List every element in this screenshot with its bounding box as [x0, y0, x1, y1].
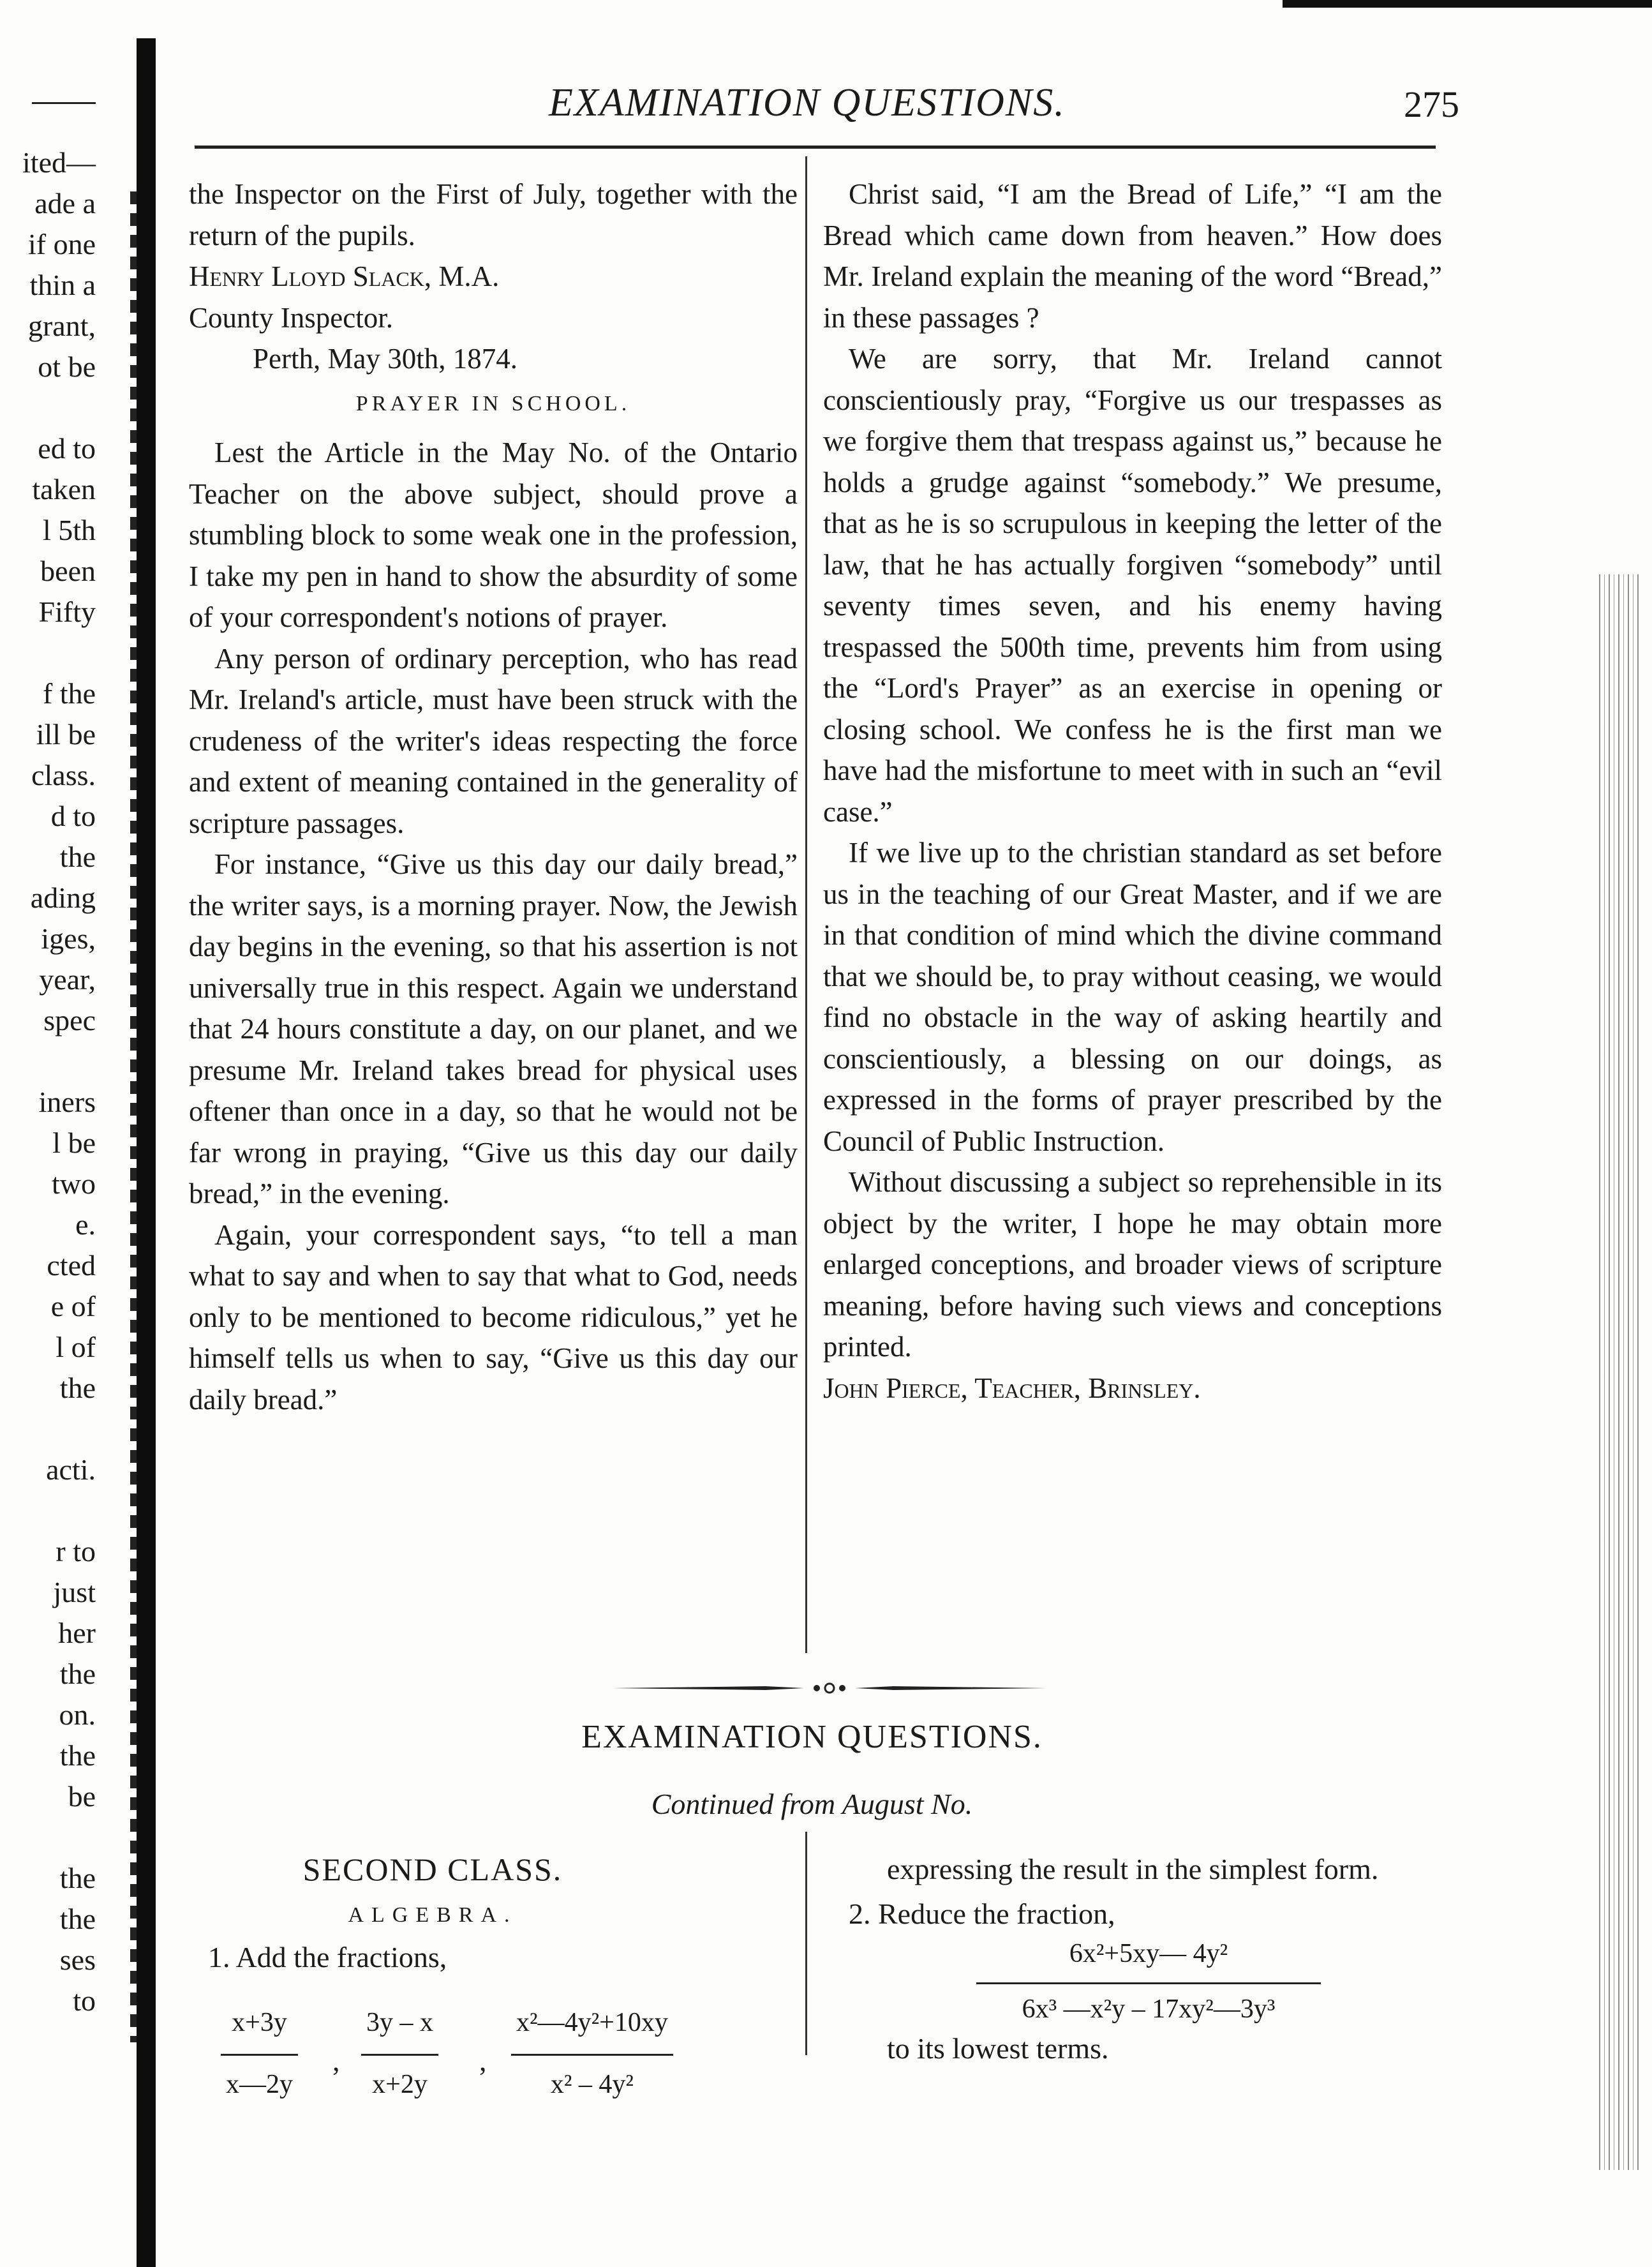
margin-fragment: iners	[38, 1086, 96, 1118]
margin-fragment: to	[73, 1984, 96, 2017]
header-rule	[195, 146, 1436, 149]
column-divider	[805, 1832, 807, 2055]
margin-fragment: if one	[27, 228, 96, 260]
paragraph: We are sorry, that Mr. Ireland cannot conscientiously pray, “Forgive us our trespasses as we forgive them that trespass against us,” because he holds a grudge against “somebody.” We presume, that as he is so scrupulous in keeping the letter of the law, that he has actually forgiven “somebody” until seventy times seven, and his enemy having trespassed the 500th time, prevents him from using the “Lord's Prayer” as an exercise in opening or closing school. We confess he is the first man we have had the misfortune to meet with in such an “evil case.”	[823, 343, 1442, 828]
page-header	[191, 74, 1468, 131]
margin-fragment: two	[52, 1167, 96, 1200]
margin-fragment: spec	[43, 1004, 96, 1036]
fraction-reduce	[976, 1934, 1321, 2029]
section-subtitle: Continued from August No.	[651, 1788, 973, 1820]
margin-fragment: ses	[59, 1943, 96, 1976]
margin-fragment: acti.	[46, 1453, 96, 1486]
right-column	[823, 174, 1442, 1409]
margin-fragment: cted	[47, 1249, 96, 1282]
subject-heading: ALGEBRA.	[348, 1903, 517, 1927]
margin-fragment: e.	[75, 1208, 96, 1241]
fraction-bar	[221, 2054, 298, 2056]
denominator: x—2y	[226, 2070, 293, 2099]
page-edge-shadow	[1595, 574, 1640, 2170]
denominator: x² – 4y²	[550, 2070, 634, 2099]
margin-fragment: her	[58, 1617, 96, 1649]
fraction-3	[511, 2003, 673, 2104]
margin-fragment: l 5th	[42, 514, 96, 546]
margin-rule	[32, 102, 96, 104]
margin-fragment	[0, 1041, 96, 1082]
margin-fragment: the	[59, 1372, 96, 1404]
paragraph: Again, your correspondent says, “to tell a man what to say and when to say that what to God, needs only to be mentioned to become ridiculous,” yet he himself tells us when to say, “Give us this day our daily bread.”	[189, 1218, 798, 1416]
denominator: 6x³ —x²y – 17xy²—3y³	[1022, 1994, 1276, 2024]
numerator: x²—4y²+10xy	[516, 2008, 668, 2037]
previous-page-fragments	[0, 102, 96, 2021]
fraction-bar	[976, 1982, 1321, 1984]
margin-fragment: ed to	[38, 432, 96, 465]
margin-fragment: the	[59, 1739, 96, 1772]
question-1-continued: expressing the result in the simplest form.	[887, 1853, 1379, 1885]
margin-fragment: the	[59, 841, 96, 873]
margin-fragment	[0, 1409, 96, 1449]
left-column	[189, 174, 798, 1420]
margin-fragment: thin a	[29, 269, 96, 301]
paragraph: Any person of ordinary perception, who has read Mr. Ireland's article, must have been struck with the crudeness of the writer's ideas respecting the force and extent of meaning contained in the generality of scripture passages.	[189, 642, 798, 839]
margin-fragment: taken	[32, 473, 96, 505]
place-date: Perth, May 30th, 1874.	[253, 343, 517, 375]
section-title: EXAMINATION QUESTIONS.	[581, 1719, 1043, 1755]
page-number: 275	[1404, 84, 1459, 125]
column-divider	[805, 156, 807, 1653]
margin-fragment: on.	[59, 1698, 96, 1731]
fraction-bar	[511, 2054, 673, 2056]
question-2-end: to its lowest terms.	[887, 2032, 1109, 2065]
section-ornament	[613, 1681, 1046, 1695]
scan-edge-bar	[1283, 0, 1652, 8]
margin-fragment: the	[59, 1657, 96, 1690]
margin-fragment	[0, 632, 96, 673]
margin-fragment: Fifty	[38, 595, 96, 628]
fraction-2	[361, 2003, 438, 2104]
comma: ,	[479, 2044, 487, 2077]
class-heading: SECOND CLASS.	[302, 1852, 563, 1887]
exam-right-column	[823, 1850, 1442, 2069]
margin-fragment: ot be	[38, 350, 96, 383]
margin-fragment: the	[59, 1862, 96, 1894]
denominator: x+2y	[372, 2070, 428, 2099]
margin-fragment: grant,	[27, 310, 96, 342]
numerator: x+3y	[232, 2008, 287, 2037]
running-head: EXAMINATION QUESTIONS.	[549, 81, 1066, 124]
margin-fragment	[0, 1490, 96, 1531]
margin-fragment: f the	[42, 677, 96, 710]
paragraph: If we live up to the christian standard as set before us in the teaching of our Great Master, and if we are in that condition of mind which the divine command that we should be, to pray without ceasing, we would find no obstacle in the way of asking heartily and conscientiously, a blessing on our doings, as expressed in the forms of prayer prescribed by the Council of Public Instruction.	[823, 837, 1442, 1157]
question-2: 2. Reduce the fraction,	[849, 1897, 1115, 1930]
margin-fragment: year,	[39, 963, 96, 996]
margin-fragment: class.	[31, 759, 96, 791]
signature: John Pierce, Teacher, Brinsley.	[823, 1372, 1201, 1404]
margin-fragment	[0, 387, 96, 428]
margin-fragment: iges,	[41, 922, 96, 955]
signature-title: County Inspector.	[189, 301, 393, 334]
margin-fragment: ited—	[22, 146, 96, 179]
comma: ,	[332, 2044, 340, 2077]
margin-fragment: just	[53, 1576, 96, 1608]
margin-fragment: be	[68, 1780, 96, 1813]
exam-left-column	[189, 1850, 798, 2099]
paragraph: For instance, “Give us this day our daily bread,” the writer says, is a morning prayer. Now, the Jewish day begins in the evening, so that his assertion is not universally true in this respect. Again we understand that 24 hours constitute a day, on our planet, and we presume Mr. Ireland takes bread for physical uses oftener than once in a day, so that he would not be far wrong in praying, “Give us this day our daily bread,” in the evening.	[189, 848, 798, 1209]
margin-fragment: l of	[56, 1331, 96, 1363]
margin-fragment: been	[40, 555, 96, 587]
fraction-1	[221, 2003, 298, 2104]
binding-edge	[130, 191, 137, 2042]
paragraph: Christ said, “I am the Bread of Life,” “I am the Bread which came down from heaven.” How does Mr. Ireland explain the meaning of the word “Bread,” in these passages ?	[823, 178, 1442, 334]
margin-fragment: r to	[56, 1535, 96, 1567]
margin-fragment: e of	[50, 1290, 96, 1322]
question-1: 1. Add the fractions,	[208, 1941, 447, 1973]
paragraph: Lest the Article in the May No. of the Ontario Teacher on the above subject, should prove a stumbling block to some weak one in the profession, I take my pen in hand to show the absurdity of some of your correspondent's notions of prayer.	[189, 437, 798, 633]
numerator: 6x²+5xy— 4y²	[1069, 1939, 1228, 1968]
margin-fragment: ill be	[36, 718, 96, 751]
numerator: 3y – x	[366, 2008, 433, 2037]
signature-name: Henry Lloyd Slack, M.A.	[189, 260, 500, 292]
margin-fragment: l be	[52, 1126, 96, 1159]
margin-fragment: the	[59, 1903, 96, 1935]
margin-fragment: ading	[30, 881, 96, 914]
margin-fragment: ade a	[34, 187, 96, 220]
paragraph: Without discussing a subject so reprehensible in its object by the writer, I hope he may obtain more enlarged conceptions, and broader views of scripture meaning, before having such views and conceptions printed.	[823, 1166, 1442, 1363]
article-heading: PRAYER IN SCHOOL.	[355, 391, 631, 415]
paragraph: the Inspector on the First of July, together with the return of the pupils.	[189, 178, 798, 251]
fraction-bar	[361, 2054, 438, 2056]
margin-fragment: d to	[50, 800, 96, 832]
